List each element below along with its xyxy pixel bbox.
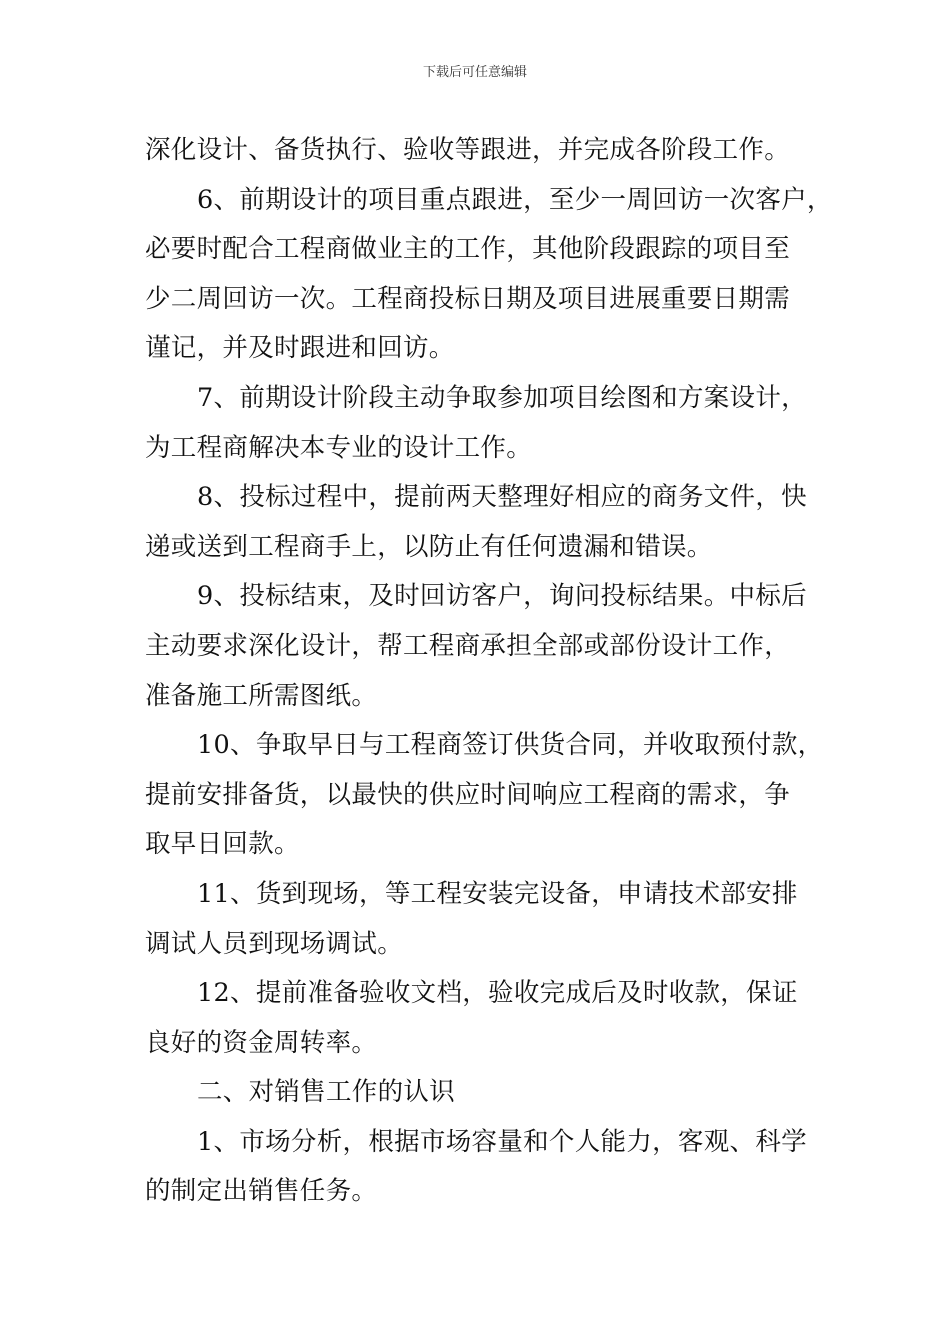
paragraph-line: 良好的资金周转率。	[145, 1027, 378, 1058]
page-header: 下载后可任意编辑	[422, 65, 527, 80]
paragraph-line: 12、提前准备验收文档，验收完成后及时收款，保证	[197, 978, 798, 1009]
document-body	[145, 126, 835, 1217]
paragraph-line: 谨记，并及时跟进和回访。	[145, 333, 455, 364]
paragraph-line: 8、投标过程中，提前两天整理好相应的商务文件，快	[197, 482, 807, 513]
paragraph-line: 主动要求深化设计，帮工程商承担全部或部份设计工作，	[145, 630, 791, 661]
paragraph-line: 10、争取早日与工程商签订供货合同，并收取预付款，	[197, 730, 824, 761]
paragraph-line: 为工程商解决本专业的设计工作。	[145, 432, 533, 463]
paragraph-line: 6、前期设计的项目重点跟进，至少一周回访一次客户，	[197, 184, 833, 215]
paragraph-line: 深化设计、备货执行、验收等跟进，并完成各阶段工作。	[145, 135, 791, 165]
paragraph-line: 1、市场分析，根据市场容量和个人能力，客观、科学	[197, 1126, 807, 1157]
paragraph-line: 取早日回款。	[145, 829, 300, 860]
paragraph-line: 少二周回访一次。工程商投标日期及项目进展重要日期需	[145, 283, 791, 314]
paragraph-line: 的制定出销售任务。	[145, 1176, 378, 1207]
paragraph-line: 7、前期设计阶段主动争取参加项目绘图和方案设计，	[197, 382, 807, 413]
paragraph-line: 提前安排备货，以最快的供应时间响应工程商的需求，争	[145, 779, 791, 810]
paragraph-line: 9、投标结束，及时回访客户，询问投标结果。中标后	[197, 581, 807, 612]
section-heading: 二、对销售工作的认识	[197, 1077, 456, 1108]
paragraph-line: 递或送到工程商手上，以防止有任何遗漏和错误。	[145, 531, 713, 562]
paragraph-line: 调试人员到现场调试。	[145, 928, 404, 959]
paragraph-line: 准备施工所需图纸。	[145, 680, 378, 711]
paragraph-line: 必要时配合工程商做业主的工作，其他阶段跟踪的项目至	[145, 234, 791, 265]
paragraph-line: 11、货到现场，等工程安装完设备，申请技术部安排	[197, 878, 798, 909]
